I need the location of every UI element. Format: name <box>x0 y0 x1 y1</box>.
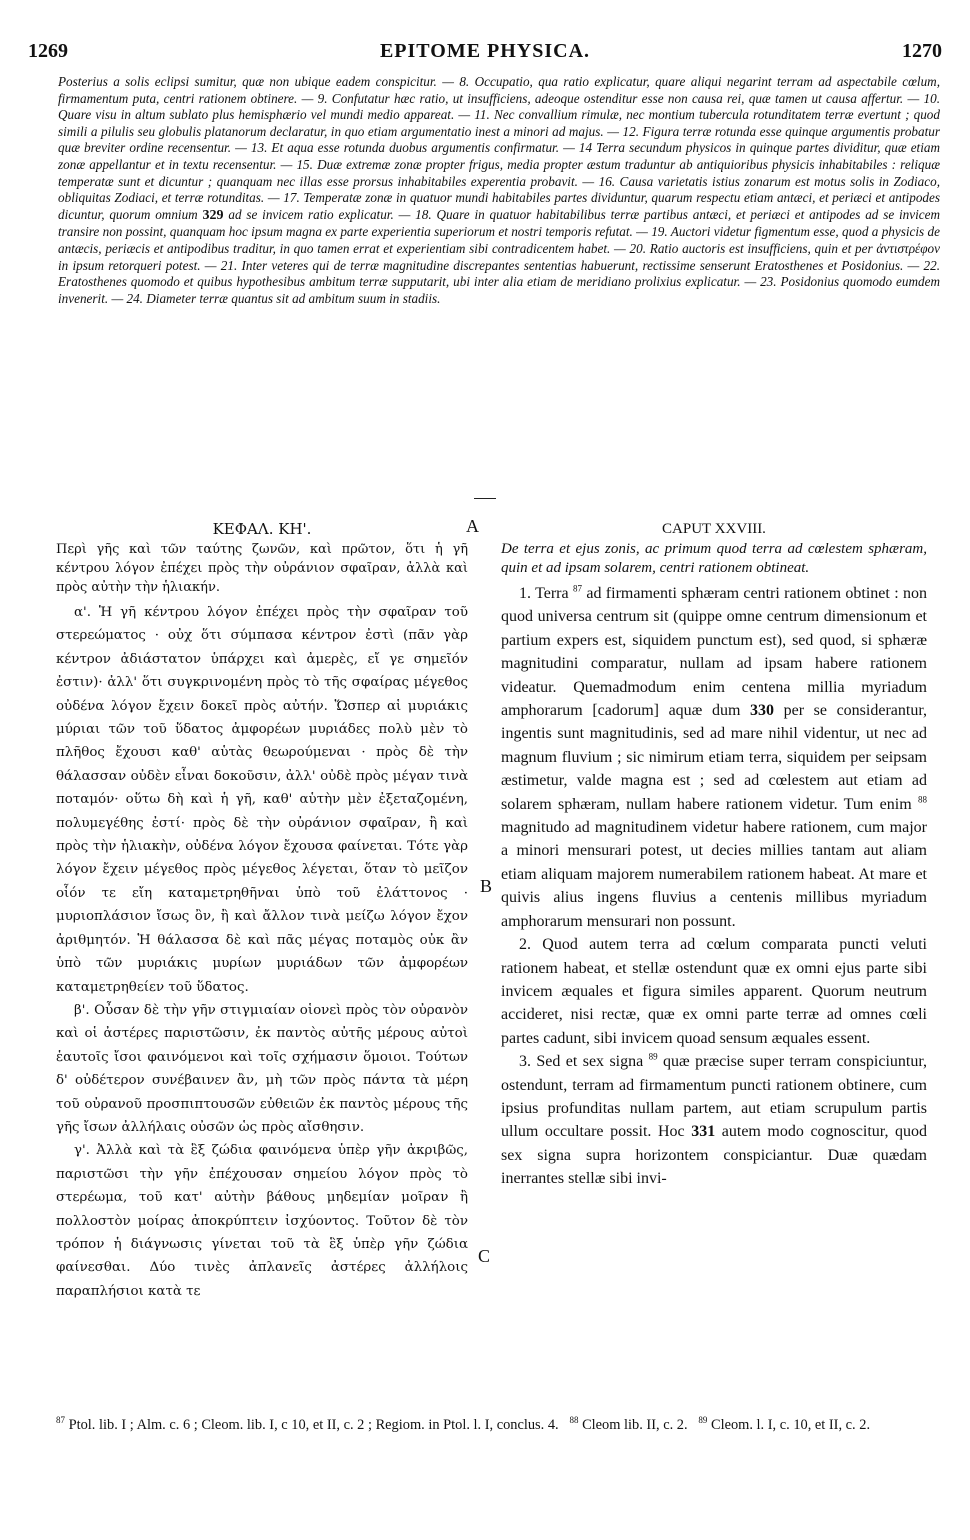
chapter-summary <box>58 74 940 307</box>
greek-paragraph-2: β'. Οὖσαν δὲ τὴν γῆν στιγμιαίαν οἱονεὶ πρὸς τὸν οὐρανὸν καὶ οἱ ἀστέρες παριστῶσιν, ἐκ παντὸς αὐτῆς μέρους αὐτοὶ ἑαυτοῖς ἴσοι φαινόμενοι καὶ τοῖς σχήμασιν ὅμοιοι. Τούτων δ' οὐδέτερον συνέβαινεν ἂν, μὴ τῶν πρὸς πάντα τὰ μέρη τοῦ οὐρανοῦ προσπιπτουσῶν εὐθειῶν ἐκ παντὸς μέρους τῆς γῆς ἴσων ἀλλήλαις οὐσῶν ὡς πρὸς αἴσθησιν. <box>56 1002 468 1135</box>
summary-text-continued: ad se invicem ratio explicatur. — 18. Quare in quatuor habitabilibus terræ partibus antæci, et periæci et antipodes ad se invicem transire non possint, quanquam hoc ipsum magna ex parte experientia superiorum et nostri temporis refutat. — 19. Auctori videtur figmentum esse, quod a physicis de antæcis, periæcis et antipodibus traditur, in quo tamen errat et experientiam sibi contradicentem habet. — 20. Ratio auctoris est insufficiens, quin et per ἀντιστρέφον in ipsum retorqueri potest. — 21. Inter veteres qui de terræ magnitudine discrepantes sententias habuerunt, rectissime senserunt Eratosthenes et Posidonius. — 22. Eratosthenes quomodo et quibus hypothesibus ambitum terræ supputarit, ubi inter alia etiam de meridiano prolixius explicatur. — 23. Posidonius quomodo eumdem invenerit. — 24. Diameter terræ quantus sit ad ambitum suum in stadiis. <box>58 206 941 306</box>
summary-text: Posterius a solis eclipsi sumitur, quæ non ubique eadem conspicitur. — 8. Occupatio, qua ratio explicatur, quare aliqui negarint terram ad aspectabile cœlum, firmamentum puta, centri rationem obtinere. — 9. Confutatur hæc ratio, ut insufficiens, adeoque ostenditur esse non causa rei, quæ tamen ut causa affertur. — 10. Quare visu in altum sublato plus hemisphærio vel mundi medio appareat. — 11. Nec convallium rimulæ, nec montium tubercula rotunditatem terræ evertunt ; quod simili a pilulis seu globulis platanorum declaratur, in quo etiam argumentatio inest a minori ad majus. — 12. Figura terræ rotunda esse quinque argumentis probatur quæ breviter ordine recensentur. — 13. Et aqua esse rotunda duobus argumentis confirmatur. — 14 Terra secundum physicos in quinque partes dividitur, quæ etiam zonæ appellantur et in textu recensentur. — 15. Duæ extremæ zonæ propter frigus, media propter æstum traduntur ab antiquioribus physicis inhabitabiles : reliquæ temperatæ sunt et dicuntur ; quanquam nec illas esse prorsus inhabitabiles experentia probavit. — 16. Causa varietatis istius zonarum est motus solis in Zodiaco, obliquitas Zodiaci, et terræ rotunditas. — 17. Temperatæ zonæ in quatuor mundi habitabiles partes dividuntur, quarum respectu etiam antæci, et periæci et antipodes dicuntur, quorum omnium <box>58 74 940 222</box>
latin-text: ad firmamenti sphæram centri rationem obtinet : non quod universa centrum sit (quippe omne centrum dimensionum et partium expers est, siquidem punctum est), sed quod, si sphæræ magnitudini comparatur, nullam ad ipsam habere rationem videatur. Quemadmodum enim centena millia myriadum amphorarum [cadorum] aquæ dum <box>501 585 928 720</box>
latin-text: quæ præcise super terram conspiciuntur, ostendunt, terram ad firmamentum puncti rationem obtinere, cum ipsius profunditas nullam partem, aut etiam scrupulum partis ullum occultare possit. Hoc <box>501 1053 928 1141</box>
footnotes <box>30 1415 940 1435</box>
latin-chapter-title: CAPUT XXVIII. <box>662 521 766 537</box>
latin-text: 1. Terra <box>519 585 569 602</box>
latin-text: autem modo cognoscitur, quod sex signa supra horizontem conspiciantur. Duæ quædam inerrantes stellæ sibi invi- <box>501 1123 928 1188</box>
running-title: EPITOME PHYSICA. <box>379 40 591 62</box>
footnote-block <box>30 1415 940 1435</box>
greek-chapter-title: ΚΕΦΑΛ. ΚΗ'. <box>212 520 312 538</box>
page-number-left: 1269 <box>28 40 68 62</box>
separator-rule <box>474 498 496 499</box>
latin-text: per se considerantur, ingentis sunt magnitudinis, sed ad mare nihil videntur, ut nec ad magnum fluvium ; sic nimirum etiam terra, siquidem per seipsam æstimetur, valde magna est ; sed ad cœlestem aut etiam ad solarem sphæram, nullam habere rationem videtur. Tum enim <box>501 702 928 813</box>
greek-paragraph-1: α'. Ἡ γῆ κέντρου λόγον ἐπέχει πρὸς τὴν σφαῖραν τοῦ στερεώματος · οὐχ ὅτι σύμπασα κέντρον ἐστὶ (πᾶν γὰρ κέντρον ἀδιάστατον ὑπάρχει καὶ ἀμερὲς, εἴ γε σημεῖόν ἐστιν)· ἀλλ' ὅτι συγκρινομένη πρὸς τὸ τῆς σφαίρας μέγεθος οὐδένα λόγον ἔχειν δοκεῖ πρὸς αὐτήν. Ὥσπερ αἱ μυριάκις μύριαι τῶν τοῦ ὕδατος ἀμφορέων μυριάδες πολὺ μὲν τὸ πλῆθος ἔχουσι καθ' αὑτὰς θεωρούμεναι · πρὸς δὲ τὴν θάλασσαν οὐδὲν εἶναι δοκοῦσιν, ἀλλ' οὐδὲ πρὸς μέγαν τινὰ ποταμόν· οὕτω δὴ καὶ ἡ γῆ, καθ' αὑτὴν μὲν ἐξεταζομένη, πολυμεγέθης ἐστί· πρὸς δὲ τὴν οὐράνιον σφαῖραν, ἢ καὶ πρὸς τὴν ἡλιακὴν, οὐδένα λόγον ἔχουσα φαίνεται. Τότε γὰρ λόγον ἔχειν μέγεθος πρὸς μέγεθος λέγεται, ὅταν τὸ μεῖζον οἷόν τε εἴη καταμετρηθῆναι ὑπὸ τοῦ ἐλάττονος · μυριοπλάσιον ἴσως ὂν, ἢ καὶ ἄλλον τινὰ μείζω λόγον ἔχον ἀριθμητόν. Ἡ θάλασσα δὲ καὶ πᾶς μέγας ποταμὸς οὐκ ἂν ὑπὸ τῶν μυριάκις μυρίων μυριάδων τῶν ἀμφορέων καταμετρηθείεν τοῦ ὕδατος. <box>56 605 468 995</box>
latin-text: magnitudo ad magnitudinem videtur habere rationem, cum major a minori mensurari potest, ut decies millies tantam aut aliam etiam aliquam majorem numerabilem rationem habeat. At mare et quivis alius ingens fluvius a centenis millibus myriadum amphorarum mensurari non possunt. <box>501 819 927 930</box>
running-header <box>28 40 942 64</box>
footnote-text: Ptol. lib. I ; Alm. c. 6 ; Cleom. lib. I, c 10, et II, c. 2 ; Regiom. in Ptol. l. I, conclus. 4. <box>68 1417 559 1433</box>
column-marker: 331 <box>691 1123 716 1141</box>
greek-column <box>56 518 468 1303</box>
greek-paragraph-3: γ'. Ἀλλὰ καὶ τὰ ἓξ ζώδια φαινόμενα ὑπὲρ γῆν ἀκριβῶς, παριστῶσι τὴν γῆν ἐπέχουσαν σημείου λόγον πρὸς τὸ στερέωμα, τοῦ κατ' αὐτὴν βάθους μηδεμίαν μοῖραν ἢ πολλοστὸν μοίρας ἀποκρύπτειν ἰσχύοντος. Τοῦτον δὲ τὸν τρόπον ἡ διάγνωσις γίνεται τοῦ τὰ ἓξ ὑπὲρ γῆν ζώδια φαίνεσθαι. Δύο τινὲς ἀπλανεῖς ἀστέρες ἀλλήλοις παραπλήσιοι κατὰ τε <box>56 1143 468 1299</box>
footnote-ref-87: 87 <box>572 583 582 594</box>
latin-chapter-subtitle: De terra et ejus zonis, ac primum quod terra ad cœlestem sphæram, quin et ad ipsam solarem, centri rationem obtineat. <box>501 541 927 576</box>
footnote-number: 88 <box>569 1415 579 1426</box>
summary-paragraph <box>58 74 940 307</box>
latin-text: 3. Sed et sex signa <box>519 1053 644 1071</box>
footnote-number: 87 <box>56 1415 65 1426</box>
page-number-right: 1270 <box>902 40 942 62</box>
footnote-ref-89: 89 <box>648 1051 658 1062</box>
footnote-ref-88: 88 <box>918 794 928 805</box>
margin-letter-c: C <box>478 1246 491 1266</box>
footnote-text: Cleom. l. I, c. 10, et II, c. 2. <box>710 1417 871 1433</box>
latin-column <box>501 518 927 1191</box>
column-marker: 329 <box>202 207 224 223</box>
column-marker: 330 <box>750 702 775 720</box>
margin-letter-b: B <box>480 876 493 896</box>
latin-paragraph-2: 2. Quod autem terra ad cœlum comparata puncti veluti rationem habeat, et stellæ ostendunt quæ ex omni ejus parte sibi invicem æquales et figura similes apparent. Quorum neutrum accideret, nisi rectæ, quæ ex omni parte terræ ad omnes cœli partes cadunt, sibi invicem quoad sensum æquales essent. <box>501 936 927 1047</box>
latin-paragraph-3 <box>501 1050 927 1190</box>
greek-chapter-subtitle: Περὶ γῆς καὶ τῶν ταύτης ζωνῶν, καὶ πρῶτον, ὅτι ἡ γῆ κέντρου λόγον ἐπέχει πρὸς τὴν οὐράνιον σφαῖραν, ἀλλὰ καὶ πρὸς αὐτὴν τὴν ἡλιακήν. <box>56 542 468 595</box>
latin-paragraph-1 <box>501 582 927 933</box>
footnote-text: Cleom lib. II, c. 2. <box>582 1417 688 1433</box>
footnote-number: 89 <box>698 1415 708 1426</box>
margin-letter-a: A <box>466 516 479 536</box>
